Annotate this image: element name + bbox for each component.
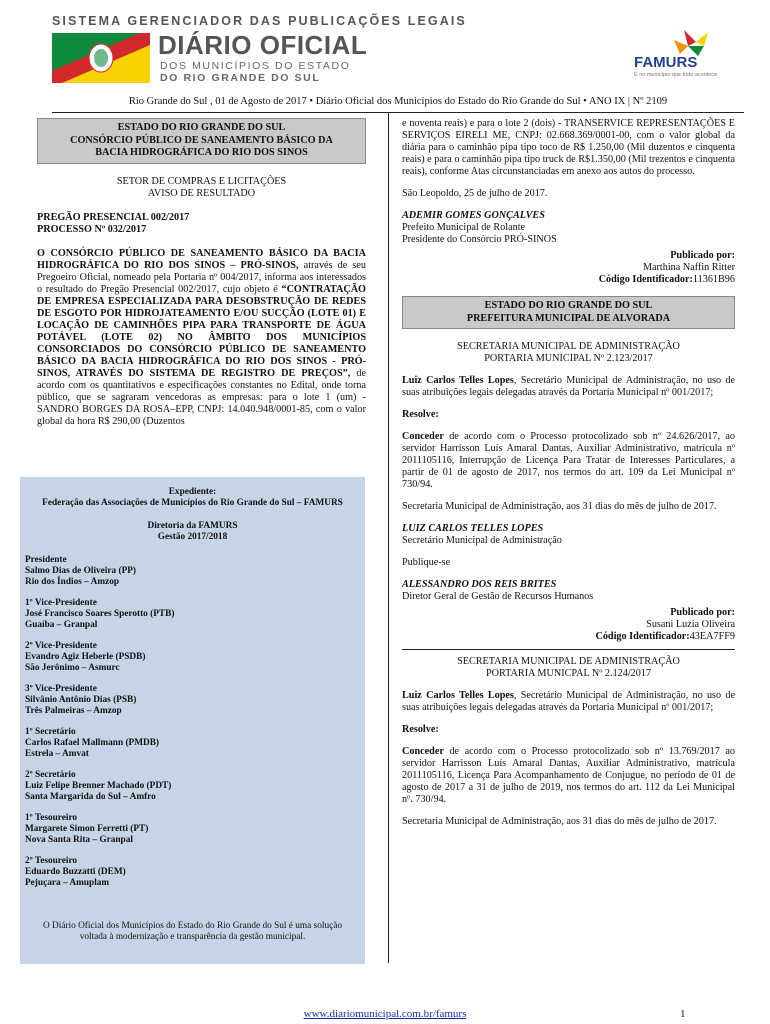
- publication-title: DIÁRIO OFICIAL: [158, 30, 368, 60]
- portaria-1-signer-2-title: Diretor Geral de Gestão de Recursos Humanos: [402, 591, 594, 602]
- list-item: 1º Vice-Presidente José Francisco Soares Sperotto (PTB) Guaíba – Granpal: [25, 598, 175, 630]
- portaria-2-body: Conceder de acordo com o Processo protocolizado sob nº 13.769/2017 ao servidor Harrisson Luís Amaral Dantas, Auxiliar Administrativo, matrícula 2011105116, Licença Para Acompanhamento de Conjugue, no período de 01 de agosto de 2017 a 31 de julho de 2019, nos termos do art. 112 da Lei Municipal nº. 730/94.: [402, 746, 735, 805]
- page-number: 1: [680, 1008, 686, 1020]
- published-by-label: Publicado por:: [670, 250, 735, 261]
- expediente-box: [20, 477, 365, 964]
- famurs-tagline: É no município que tudo acontece: [634, 72, 718, 78]
- list-item: 1º Secretário Carlos Rafael Mallmann (PMDB) Estrela – Amvat: [25, 727, 160, 759]
- right-column: [402, 118, 735, 828]
- notice-continuation: e noventa reais) e para o lote 2 (dois) - TRANSERVICE REPRESENTAÇÕES E SERVIÇOS EIRELI ME, CNPJ: 02.668.369/0001-00, com o valor global da diária para o caminhão pipa tipo toco de R$ 1.250,00 (Mil duzentos e cinquenta reais) e para o caminhão pipa tipo truck de R$1.350,00 (Mil trezentos e cinquenta reais), conforme Atas circunstanciadas em anexo aos autos do processo.: [402, 118, 735, 177]
- board-members-list: [25, 555, 360, 889]
- portaria-2-date: Secretaria Municipal de Administração, aos 31 dias do mês de julho de 2017.: [402, 816, 717, 827]
- portaria-1-date: Secretaria Municipal de Administração, aos 31 dias do mês de julho de 2017.: [402, 501, 717, 512]
- expediente-title: Expediente:: [168, 487, 217, 497]
- header-divider: [52, 112, 744, 113]
- notice-body-text-1: através de seu Pregoeiro Oficial, nomeado pela Portaria nº 004/2017, informa aos interessados o resultado do Pregão Presencial 002/2017, cujo objeto é: [37, 259, 367, 295]
- list-item: 2º Secretário Luiz Felipe Brenner Machado (PDT) Santa Margarida do Sul – Amfro: [25, 770, 172, 802]
- portaria-2-resolve: Resolve:: [402, 724, 439, 735]
- signer-name: ADEMIR GOMES GONÇALVES: [402, 210, 545, 221]
- famurs-logo-icon: [634, 28, 744, 88]
- publique-se: Publique-se: [402, 557, 451, 568]
- portaria-2-heading: SECRETARIA MUNICIPAL DE ADMINISTRAÇÃO PORTARIA MUNICPAL Nº 2.124/2017: [457, 656, 680, 679]
- notice-body-text-2: de acordo com os quantitativos e especificações constantes no Edital, onde torna público, que se sagraram vencedoras as empresas: para o lote 1 (um) - SANDRO BORGES DA ROSA–EPP, CNPJ: 14.040.948/0001-85, com o valor global da hora R$ 290,00 (Duzentos: [37, 367, 366, 427]
- identifier-code: Código Identificador:11361B96: [598, 274, 735, 285]
- edition-info-line: Rio Grande do Sul , 01 de Agosto de 2017 • Diário Oficial dos Municípios do Estado do Rio Grande do Sul • ANO IX | Nº 2109: [128, 96, 668, 107]
- state-name: ESTADO DO RIO GRANDE DO SUL: [117, 122, 286, 133]
- portaria-1-signer: LUIZ CARLOS TELLES LOPES: [402, 523, 544, 534]
- board-title: Diretoria da FAMURS: [147, 521, 238, 531]
- published-by-name-2: Susani Luzia Oliveira: [646, 619, 735, 630]
- list-item: 2º Tesoureiro Eduardo Buzzatti (DEM) Pejuçara – Amuplam: [25, 856, 126, 888]
- signer-title-1: Prefeito Municipal de Rolante: [402, 222, 526, 233]
- portaria-1-intro: Luiz Carlos Telles Lopes, Secretário Municipal de Administração, no uso de suas atribuições legais delegadas através da Portaria Municipal nº 001/2017;: [402, 375, 736, 398]
- rs-flag-icon: [52, 33, 150, 83]
- list-item: 1º Tesoureiro Margarete Simon Ferretti (PT) Nova Santa Rita – Granpal: [25, 813, 149, 845]
- consortium-name-2: BACIA HIDROGRÁFICA DO RIO DOS SINOS: [95, 147, 308, 158]
- portaria-1-body: Conceder de acordo com o Processo protocolizado sob nº 24.626/2017, ao servidor Harrisson Luís Amaral Dantas, Auxiliar Administrativo, matrícula nº 2011105116, Interrupção de Licença Para Tratar de Interesses Particulares, a partir de 01 de agosto de 2017, nos termos do art. 109 da Lei Municipal nº 730/94.: [402, 431, 735, 490]
- pregao-number: PREGÃO PRESENCIAL 002/2017: [37, 211, 190, 223]
- system-title: SISTEMA GERENCIADOR DAS PUBLICAÇÕES LEGAIS: [52, 14, 467, 28]
- expediente-footer-2: voltada à modernização e transparência da gestão municipal.: [79, 932, 306, 942]
- board-term: Gestão 2017/2018: [157, 532, 228, 542]
- notice-body-entity: O CONSÓRCIO PÚBLICO DE SANEAMENTO BÁSICO DA BACIA HIDROGRÁFICA DO RIO DOS SINOS – PRÓ-SINOS,: [37, 247, 366, 271]
- list-item: Presidente Salmo Dias de Oliveira (PP) Rio dos Índios – Amzop: [25, 555, 137, 587]
- sector-title: SETOR DE COMPRAS E LICITAÇÕES: [116, 175, 287, 187]
- masthead: [0, 0, 770, 92]
- expediente-footer-1: O Diário Oficial dos Municípios do Estado do Rio Grande do Sul é uma solução: [42, 921, 342, 931]
- published-by-name: Marthina Naffin Ritter: [642, 262, 735, 273]
- publication-subtitle-state: DO RIO GRANDE DO SUL: [160, 72, 321, 84]
- portaria-2-intro: Luiz Carlos Telles Lopes, Secretário Municipal de Administração, no uso de suas atribuições legais delegadas através da Portaria Municipal nº 001/2017;: [402, 690, 736, 713]
- signer-title-2: Presidente do Consórcio PRÓ-SINOS: [402, 234, 557, 245]
- published-by-label-2: Publicado por:: [670, 607, 735, 618]
- list-item: 3º Vice-Presidente Silvânio Antônio Dias (PSB) Três Palmeiras – Amzop: [25, 684, 137, 716]
- left-column: [37, 118, 366, 428]
- notice-date: São Leopoldo, 25 de julho de 2017.: [402, 188, 548, 199]
- publication-subtitle: DOS MUNICÍPIOS DO ESTADO: [160, 60, 351, 72]
- portaria-1-signer-2: ALESSANDRO DOS REIS BRITES: [402, 579, 557, 590]
- column-divider: [388, 113, 389, 963]
- notice-title: AVISO DE RESULTADO: [147, 187, 256, 199]
- website-link[interactable]: www.diariomunicipal.com.br/famurs: [303, 1008, 467, 1020]
- alvorada-header-box: ESTADO DO RIO GRANDE DO SUL PREFEITURA MUNICIPAL DE ALVORADA: [402, 296, 735, 329]
- notice-body: [37, 248, 366, 428]
- consortium-header-box: [37, 118, 366, 164]
- consortium-name-1: CONSÓRCIO PÚBLICO DE SANEAMENTO BÁSICO DA: [70, 134, 333, 146]
- portaria-1-resolve: Resolve:: [402, 409, 439, 420]
- list-item: 2º Vice-Presidente Evandro Agiz Heberle (PSDB) São Jerônimo – Asmurc: [25, 641, 146, 673]
- federation-name: Federação das Associações de Municípios do Rio Grande do Sul – FAMURS: [42, 498, 343, 508]
- notice-body-object: “CONTRATAÇÃO DE EMPRESA ESPECIALIZADA PARA DESOBSTRUÇÃO DE REDES DE ESGOTO POR HIDROJATEAMENTO E/OU SUCÇÃO (LOTE 01) E LOCAÇÃO DE CAMINHÕES PIPA PARA TRANSPORTE DE ÁGUA POTÁVEL (LOTE 02) NO ÂMBITO DOS MUNICÍPIOS CONSORCIADOS DO CONSÓRCIO PÚBLICO DE SANEAMENTO BÁSICO DA BACIA HIDROGRÁFICA DO RIO DOS SINOS - PRÓ-SINOS, ATRAVÉS DO SISTEMA DE REGISTRO DE PREÇOS”,: [37, 283, 366, 379]
- footer-link[interactable]: [0, 1008, 770, 1020]
- portaria-1-signer-title: Secretário Municipal de Administração: [402, 535, 562, 546]
- portaria-1-heading: SECRETARIA MUNICIPAL DE ADMINISTRAÇÃO PORTARIA MUNICIPAL Nº 2.123/2017: [457, 341, 680, 364]
- famurs-name: FAMURS: [634, 54, 698, 71]
- identifier-code-2: Código Identificador:43EA7FF9: [595, 631, 735, 642]
- processo-number: PROCESSO Nº 032/2017: [37, 223, 147, 235]
